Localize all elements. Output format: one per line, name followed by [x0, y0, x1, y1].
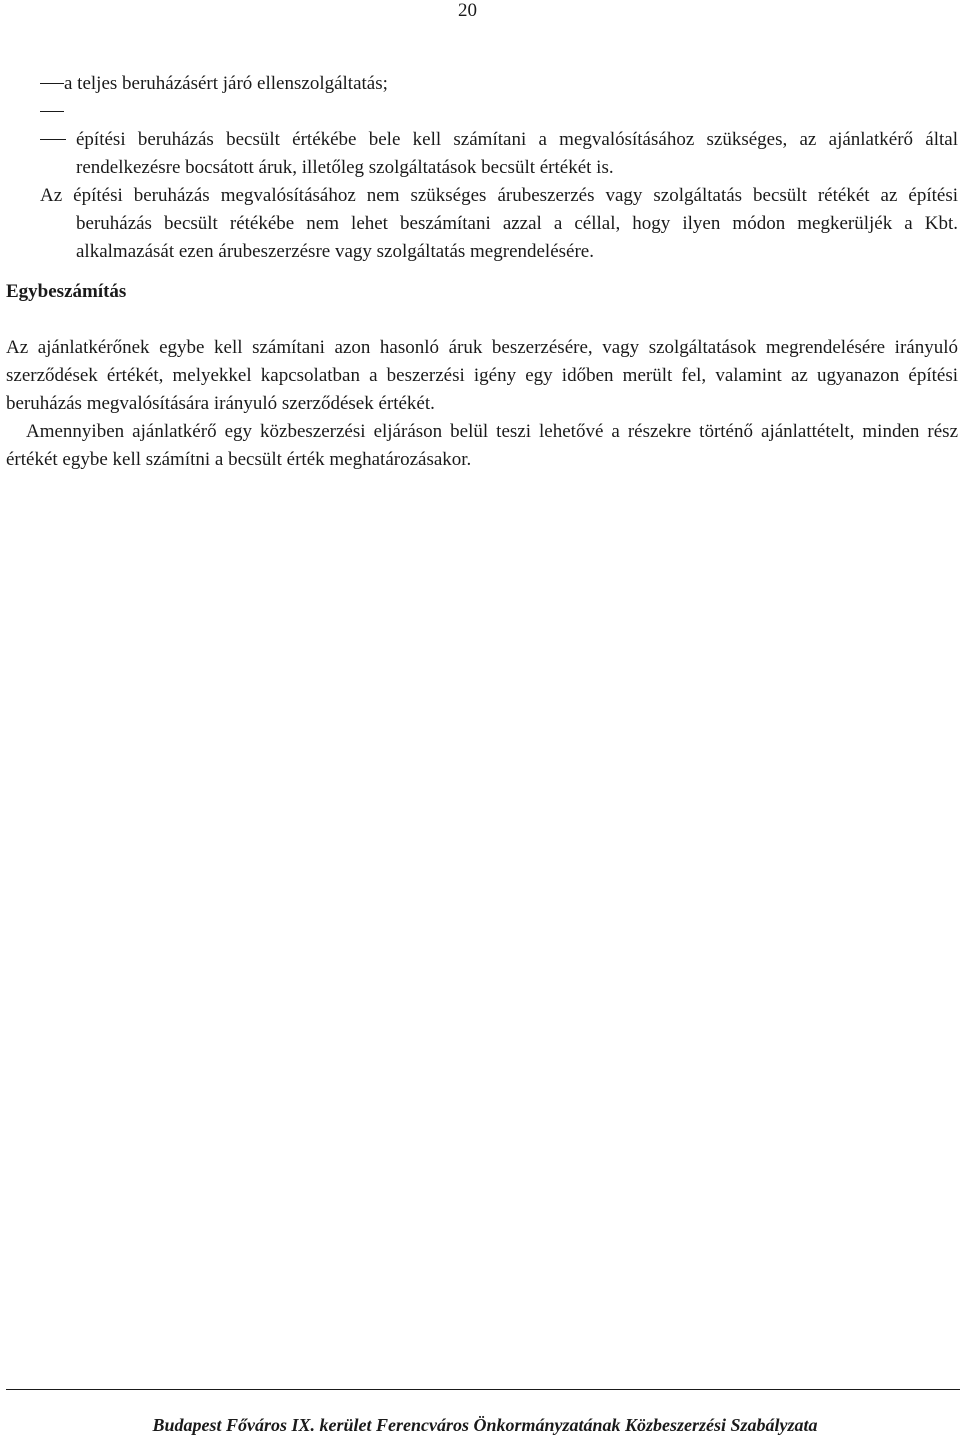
list-item-text: építési beruházás becsült értékébe bele kell számítani a megvalósításához szükséges, az ajánlatkérő által rendelkezésre bocsátott áruk, illetőleg szolgáltatások becsült értékét is. [76, 129, 958, 178]
em-dash-marker [40, 83, 64, 84]
paragraph-2: Amennyiben ajánlatkérő egy közbeszerzési eljáráson belül teszi lehetővé a részekre történő ajánlattételt, minden rész értékét egybe kell számítni a becsült érték meghatározásakor. [6, 421, 958, 470]
footer-divider [6, 1389, 960, 1390]
section-heading: Egybeszámítás [6, 281, 127, 302]
em-dash-marker [40, 139, 66, 140]
list-item-bullet-1 [6, 70, 958, 98]
list-item-bullet-3 [6, 126, 958, 182]
em-dash-marker [40, 111, 64, 112]
paragraph-1: Az ajánlatkérőnek egybe kell számítani azon hasonló áruk beszerzésére, vagy szolgáltatások megrendelésére irányuló szerződések értékét, melyekkel kapcsolatban a beszerzési igény egy időben merült fel, valamint az ugyanazon építési beruházás megvalósítására irányuló szerződések értékét. [6, 337, 958, 414]
list-item-empty [6, 98, 958, 126]
page-number: 20 [458, 0, 477, 21]
footer-text: Budapest Főváros IX. kerület Ferencváros Önkormányzatának Közbeszerzési Szabályzata [152, 1415, 818, 1435]
sub-paragraph: Az építési beruházás megvalósításához nem szükséges árubeszerzés vagy szolgáltatás becsült rétékét az építési beruházás becsült rétékébe nem lehet beszámítani azzal a céllal, hogy ilyen módon megkerüljék a Kbt. alkalmazását ezen árubeszerzésre vagy szolgáltatás megrendelésére. [40, 185, 958, 262]
document-body [6, 70, 958, 474]
list-item-text: a teljes beruházásért járó ellenszolgáltatás; [64, 73, 388, 94]
